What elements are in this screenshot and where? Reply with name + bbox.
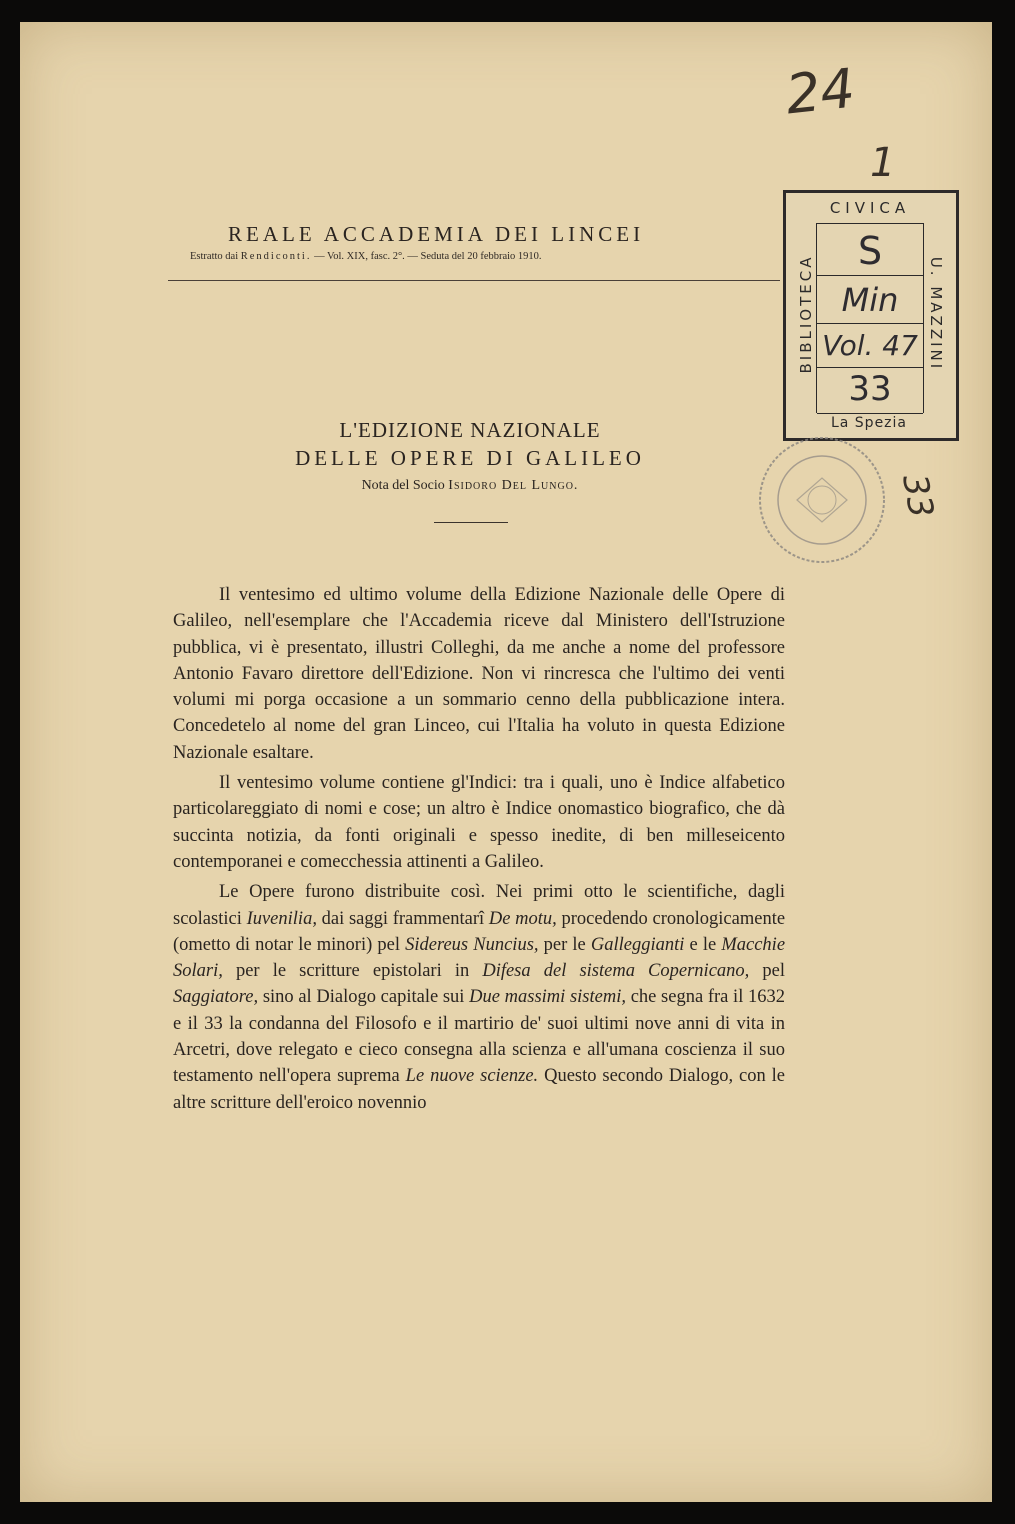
- author-name: Isidoro Del Lungo.: [448, 478, 579, 493]
- academy-heading: REALE ACCADEMIA DEI LINCEI: [228, 222, 645, 246]
- stamp-rule: [817, 367, 923, 368]
- title-line-2: DELLE OPERE DI GALILEO: [295, 446, 645, 470]
- handwritten-side-number: 33: [894, 471, 942, 521]
- round-seal: [752, 430, 892, 570]
- library-stamp: [783, 190, 959, 441]
- p3-italic: Due massimi sistemi,: [469, 987, 626, 1008]
- stamp-rule: [817, 413, 923, 414]
- p3-italic: De motu,: [488, 908, 557, 929]
- paragraph-2: Il ventesimo volume contiene gl'Indici: tra i quali, uno è Indice alfabetico particolareggiato di nomi e cose; un altro è Indice onomastico biografico, che dà succinta notizia, da fonti originali e spesso inedite, di ben milleseicento contemporanei e comecchessia attinenti a Galileo.: [173, 773, 785, 872]
- p3-italic: Saggiatore,: [173, 987, 259, 1008]
- handwritten-mark: 1: [870, 140, 896, 186]
- stamp-rule: [817, 223, 923, 224]
- stamp-civica: CIVICA: [829, 199, 911, 217]
- extract-rest: — Vol. XIX, fasc. 2°. — Seduta del 20 febbraio 1910.: [314, 251, 542, 262]
- p3-text: e le: [689, 934, 717, 955]
- title-line-1: L'EDIZIONE NAZIONALE: [339, 418, 601, 442]
- p3-italic: Sidereus Nuncius,: [405, 934, 539, 955]
- nota-prefix: Nota del Socio: [361, 478, 445, 493]
- extract-line: [190, 251, 542, 262]
- p3-text: per le: [543, 934, 586, 955]
- stamp-section: Min: [841, 281, 899, 319]
- extract-source: Rendiconti.: [240, 251, 312, 262]
- p3-italic: Iuvenilia,: [246, 908, 317, 929]
- p3-italic: Le nuove scienze.: [405, 1066, 539, 1087]
- stamp-biblioteca: BIBLIOTECA: [797, 254, 815, 374]
- stamp-number: 33: [848, 369, 892, 409]
- p3-italic: Macchie Solari,: [173, 934, 786, 982]
- p3-text: sino al Dialogo capitale sui: [262, 987, 465, 1008]
- header-rule: [168, 280, 780, 281]
- p3-text: dai saggi frammentarî: [321, 908, 485, 929]
- stamp-mazzini: U. MAZZINI: [927, 256, 945, 372]
- p3-text: che segna fra il 1632 e il 33 la condanna del Filosofo e il martirio de' suoi ultimi nove anni di vita in Arcetri, dove relegato e cieco consegna alla scienza e all'umana coscienza il suo testamento nell'opera suprema: [173, 987, 786, 1087]
- paragraph-1: Il ventesimo ed ultimo volume della Edizione Nazionale delle Opere di Galileo, nell'esemplare che l'Accademia riceve dal Ministero dell'Istruzione pubblica, vi è presentato, illustri Colleghi, da me anche a nome del professore Antonio Favaro direttore dell'Edizione. Non vi rincresca che l'ultimo dei venti volumi mi porga occasione a un sommario cenno della pubblicazione intera. Concedetelo al nome del gran Linceo, cui l'Italia ha voluto in questa Edizione Nazionale esaltare.: [173, 585, 785, 763]
- stamp-rule: [817, 323, 923, 324]
- p3-italic: Difesa del sistema Copernicano,: [482, 961, 750, 982]
- p3-text: Questo secondo Dialogo, con le altre scritture dell'eroico novennio: [173, 1066, 785, 1113]
- stamp-rule: [817, 275, 923, 276]
- p3-text: per le scritture epistolari in: [235, 961, 470, 982]
- stamp-volume: Vol. 47: [822, 329, 918, 362]
- stamp-grid: [816, 223, 924, 413]
- body-text: [173, 582, 785, 1116]
- p3-text: pel: [762, 961, 785, 982]
- p3-text: procedendo cronologicamente (ometto di notar le minori) pel: [173, 908, 786, 955]
- extract-prefix: Estratto dai: [190, 251, 239, 262]
- p3-text: Le Opere furono distribuite così. Nei primi otto le scientifiche, dagli scolastici: [173, 882, 785, 929]
- author-note: [275, 478, 665, 494]
- handwritten-page-number: 24: [782, 56, 858, 127]
- stamp-place: La Spezia: [830, 415, 908, 431]
- p3-italic: Galleggianti: [590, 934, 685, 955]
- stamp-shelf: S: [857, 229, 883, 273]
- paragraph-3: [173, 879, 785, 1116]
- title-rule: [434, 522, 508, 523]
